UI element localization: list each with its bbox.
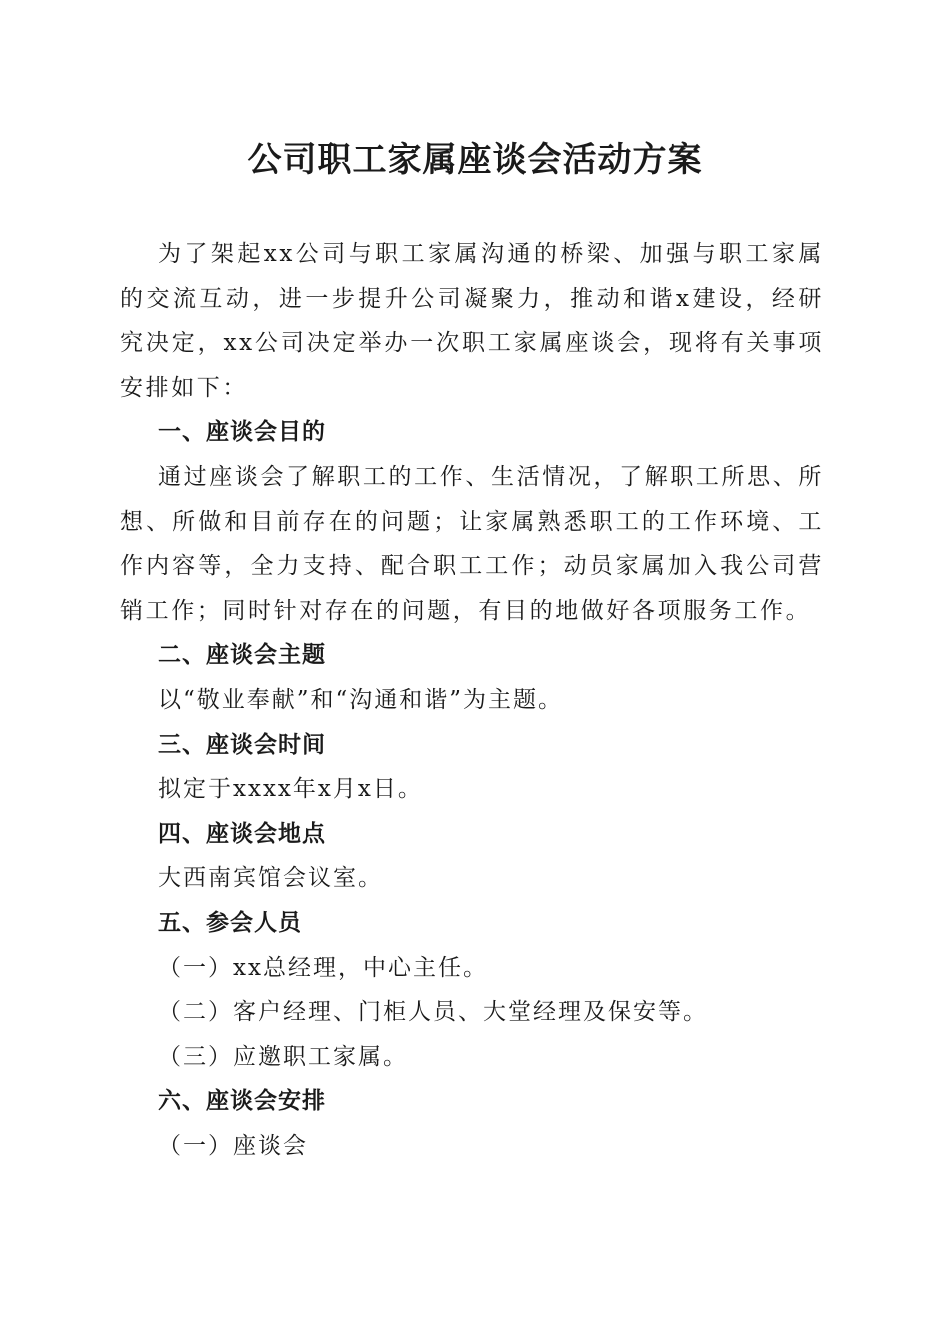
arrangement-item: （一）座谈会 — [158, 1132, 308, 1159]
venue-text: 大西南宾馆会议室。 — [158, 865, 383, 892]
section-heading-theme: 二、座谈会主题 — [158, 642, 326, 669]
time-text: 拟定于xxxx年x月x日。 — [158, 776, 423, 803]
theme-text: 以“敬业奉献”和“沟通和谐”为主题。 — [158, 686, 564, 713]
document-body — [120, 232, 824, 1168]
section-heading-time: 三、座谈会时间 — [158, 731, 326, 758]
participant-item: （三）应邀职工家属。 — [158, 1043, 408, 1070]
section-heading-arrangement: 六、座谈会安排 — [158, 1088, 326, 1115]
section-heading-venue: 四、座谈会地点 — [158, 820, 326, 847]
document-title: 公司职工家属座谈会活动方案 — [247, 140, 703, 180]
purpose-paragraph: 通过座谈会了解职工的工作、生活情况，了解职工所思、所想、所做和目前存在的问题；让家属熟悉职工的工作环境、工作内容等，全力支持、配合职工工作；动员家属加入我公司营销工作；同时针对存在的问题，有目的地做好各项服务工作。 — [120, 463, 824, 624]
participant-item: （二）客户经理、门柜人员、大堂经理及保安等。 — [158, 999, 708, 1026]
section-heading-purpose: 一、座谈会目的 — [158, 419, 326, 446]
participant-item: （一）xx总经理，中心主任。 — [158, 954, 488, 981]
intro-paragraph: 为了架起xx公司与职工家属沟通的桥梁、加强与职工家属的交流互动，进一步提升公司凝聚力，推动和谐x建设，经研究决定，xx公司决定举办一次职工家属座谈会，现将有关事项安排如下： — [120, 241, 824, 401]
section-heading-participants: 五、参会人员 — [158, 909, 302, 936]
